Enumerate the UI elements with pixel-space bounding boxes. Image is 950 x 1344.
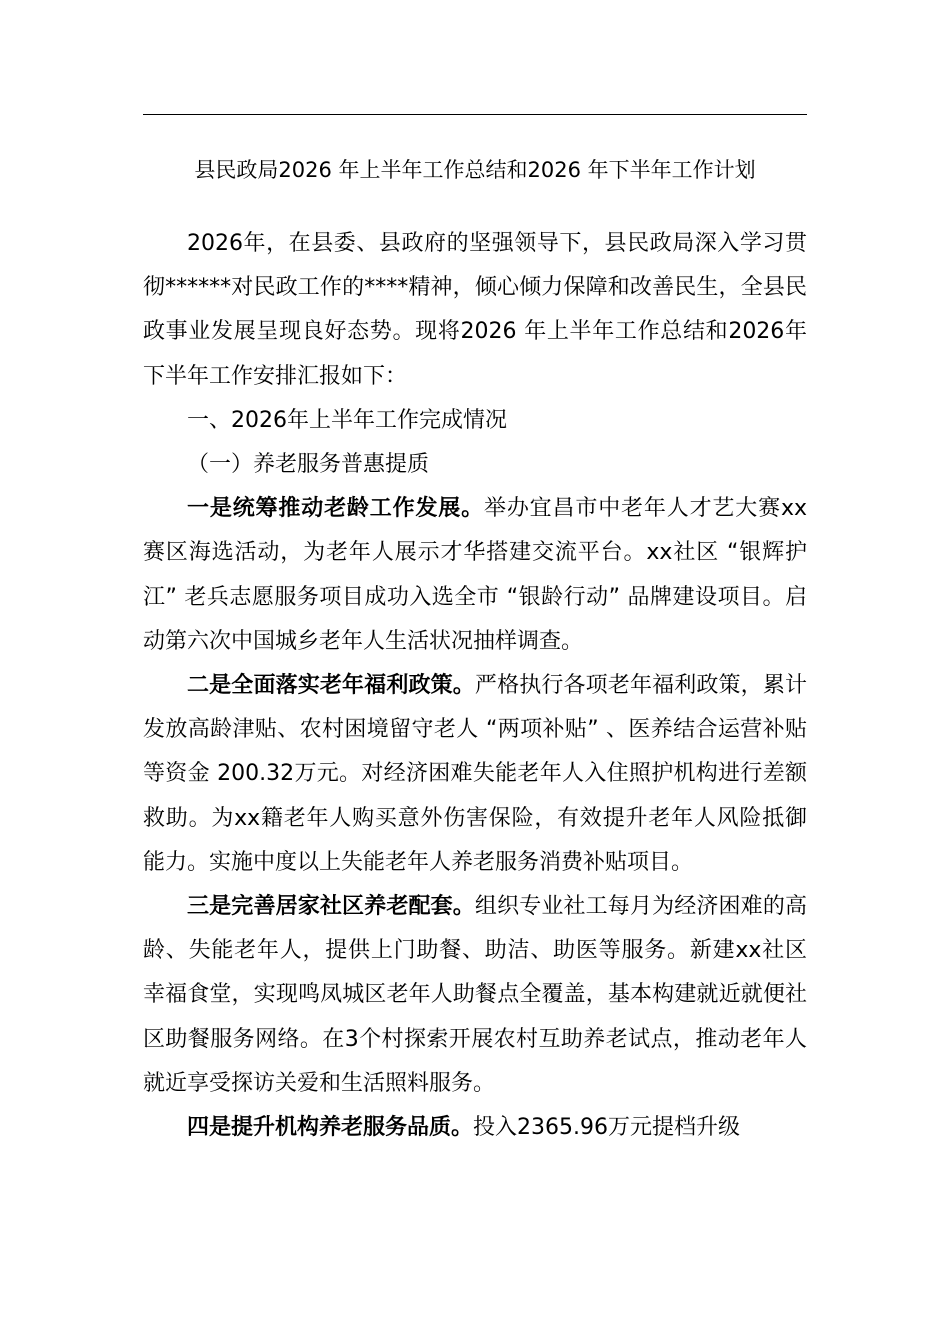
paragraph-lead: 三是完善居家社区养老配套。 [187,894,475,920]
document-title: 县民政局2026 年上半年工作总结和2026 年下半年工作计划 [194,158,756,182]
body-paragraph [143,664,807,885]
subsection-heading: （一）养老服务普惠提质 [187,452,430,478]
paragraph-text: 严格执行各项老年福利政策，累计发放高龄津贴、农村困境留守老人 “两项补贴” 、医养结合运营补贴等资金 200.32万元。对经济困难失能老年人入住照护机构进行差额救助。为xx籍老年人购买意外伤害保险，有效提升老年人风险抵御能力。实施中度以上失能老年人养老服务消费补贴项目。 [143,673,807,875]
paragraph-text: 举办宜昌市中老年人才艺大赛xx赛区海选活动，为老年人展示才华搭建交流平台。xx社区 “银辉护江” 老兵志愿服务项目成功入选全市 “银龄行动” 品牌建设项目。启动第六次中国城乡老年人生活状况抽样调查。 [143,496,807,654]
paragraph-lead: 一是统筹推动老龄工作发展。 [187,496,484,522]
document-body [143,222,807,1150]
paragraph-lead: 四是提升机构养老服务品质。 [187,1115,474,1141]
intro-paragraph: 2026年，在县委、县政府的坚强领导下，县民政局深入学习贯彻******对民政工作的****精神，倾心倾力保障和改善民生，全县民政事业发展呈现良好态势。现将2026 年上半年工作总结和2026年下半年工作安排汇报如下： [143,231,807,389]
body-paragraph [143,1106,807,1150]
body-paragraph [143,885,807,1106]
paragraph-lead: 二是全面落实老年福利政策。 [187,673,475,699]
paragraph-text: 投入2365.96万元提档升级 [473,1115,740,1141]
section-heading: 一、2026年上半年工作完成情况 [187,407,507,433]
body-paragraph [143,487,807,664]
header-rule [143,114,807,115]
paragraph-text: 组织专业社工每月为经济困难的高龄、失能老年人，提供上门助餐、助洁、助医等服务。新建xx社区幸福食堂，实现鸣凤城区老年人助餐点全覆盖，基本构建就近就便社区助餐服务网络。在3个村探索开展农村互助养老试点，推动老年人就近享受探访关爱和生活照料服务。 [143,894,807,1096]
